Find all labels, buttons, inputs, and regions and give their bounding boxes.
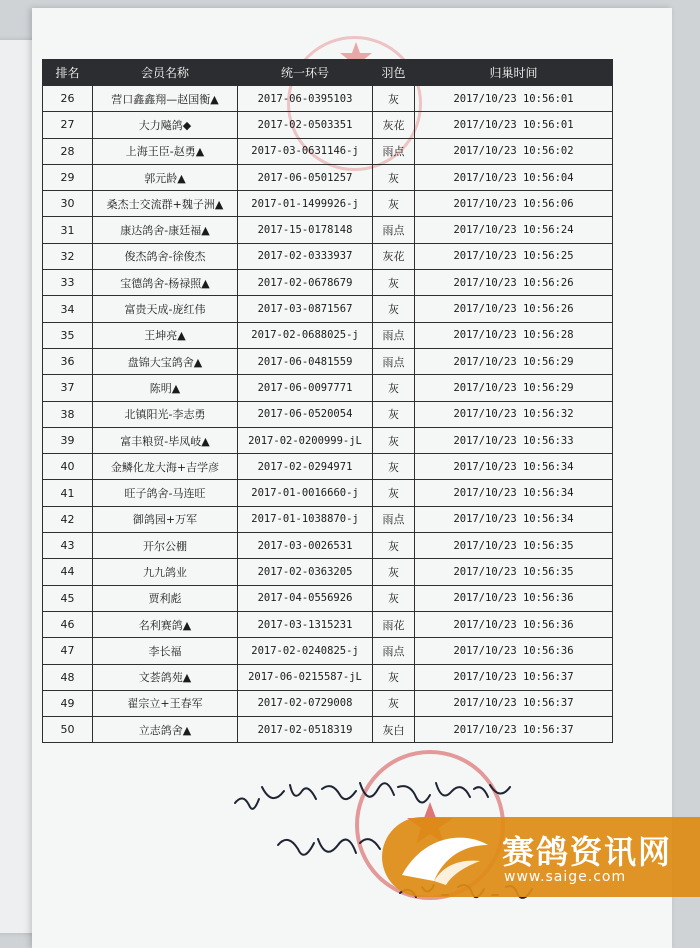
cell-arrival-time: 2017/10/23 10:56:37 bbox=[415, 717, 613, 743]
cell-feather-color: 灰 bbox=[373, 401, 415, 427]
cell-arrival-time: 2017/10/23 10:56:28 bbox=[415, 322, 613, 348]
cell-feather-color: 灰 bbox=[373, 664, 415, 690]
cell-ring-number: 2017-02-0503351 bbox=[238, 112, 373, 138]
cell-feather-color: 灰白 bbox=[373, 717, 415, 743]
table-row bbox=[43, 138, 613, 164]
cell-feather-color: 灰 bbox=[373, 559, 415, 585]
cell-ring-number: 2017-01-1499926-j bbox=[238, 191, 373, 217]
header-arrival-time: 归巢时间 bbox=[415, 60, 613, 86]
table-header-row bbox=[43, 60, 613, 86]
cell-member-name: 李长福 bbox=[93, 638, 238, 664]
cell-member-name: 桑杰士交流群+魏子洲▲ bbox=[93, 191, 238, 217]
cell-member-name: 盘锦大宝鸽舍▲ bbox=[93, 348, 238, 374]
cell-feather-color: 灰花 bbox=[373, 243, 415, 269]
cell-ring-number: 2017-01-1038870-j bbox=[238, 506, 373, 532]
cell-rank: 31 bbox=[43, 217, 93, 243]
cell-rank: 38 bbox=[43, 401, 93, 427]
cell-member-name: 御鸽园+万军 bbox=[93, 506, 238, 532]
cell-feather-color: 雨点 bbox=[373, 348, 415, 374]
cell-rank: 43 bbox=[43, 533, 93, 559]
cell-ring-number: 2017-06-0395103 bbox=[238, 86, 373, 112]
cell-rank: 36 bbox=[43, 348, 93, 374]
cell-feather-color: 雨点 bbox=[373, 506, 415, 532]
table-row bbox=[43, 454, 613, 480]
cell-ring-number: 2017-02-0363205 bbox=[238, 559, 373, 585]
cell-rank: 45 bbox=[43, 585, 93, 611]
cell-member-name: 大力飚鸽◆ bbox=[93, 112, 238, 138]
cell-rank: 32 bbox=[43, 243, 93, 269]
cell-member-name: 康达鸽舍-康廷福▲ bbox=[93, 217, 238, 243]
cell-rank: 50 bbox=[43, 717, 93, 743]
cell-ring-number: 2017-15-0178148 bbox=[238, 217, 373, 243]
cell-ring-number: 2017-03-0871567 bbox=[238, 296, 373, 322]
header-member-name: 会员名称 bbox=[93, 60, 238, 86]
table-row bbox=[43, 270, 613, 296]
cell-ring-number: 2017-02-0294971 bbox=[238, 454, 373, 480]
cell-arrival-time: 2017/10/23 10:56:36 bbox=[415, 611, 613, 637]
cell-arrival-time: 2017/10/23 10:56:33 bbox=[415, 427, 613, 453]
cell-arrival-time: 2017/10/23 10:56:34 bbox=[415, 506, 613, 532]
cell-ring-number: 2017-01-0016660-j bbox=[238, 480, 373, 506]
table-row bbox=[43, 638, 613, 664]
cell-feather-color: 雨点 bbox=[373, 322, 415, 348]
cell-arrival-time: 2017/10/23 10:56:36 bbox=[415, 638, 613, 664]
cell-feather-color: 灰 bbox=[373, 480, 415, 506]
table-row bbox=[43, 533, 613, 559]
cell-arrival-time: 2017/10/23 10:56:02 bbox=[415, 138, 613, 164]
cell-feather-color: 灰 bbox=[373, 427, 415, 453]
cell-rank: 39 bbox=[43, 427, 93, 453]
cell-rank: 44 bbox=[43, 559, 93, 585]
cell-feather-color: 灰 bbox=[373, 533, 415, 559]
table-row bbox=[43, 243, 613, 269]
cell-arrival-time: 2017/10/23 10:56:35 bbox=[415, 533, 613, 559]
table-row bbox=[43, 322, 613, 348]
cell-ring-number: 2017-02-0200999-jL bbox=[238, 427, 373, 453]
cell-feather-color: 灰 bbox=[373, 296, 415, 322]
pigeon-logo-icon bbox=[394, 825, 494, 889]
cell-member-name: 金鳞化龙大海+吉学彦 bbox=[93, 454, 238, 480]
cell-ring-number: 2017-06-0215587-jL bbox=[238, 664, 373, 690]
adjacent-paper-sheet bbox=[0, 40, 36, 933]
table-row bbox=[43, 348, 613, 374]
table-row bbox=[43, 401, 613, 427]
cell-ring-number: 2017-02-0333937 bbox=[238, 243, 373, 269]
cell-feather-color: 灰 bbox=[373, 191, 415, 217]
table-row bbox=[43, 559, 613, 585]
cell-arrival-time: 2017/10/23 10:56:26 bbox=[415, 270, 613, 296]
cell-ring-number: 2017-02-0729008 bbox=[238, 690, 373, 716]
cell-rank: 26 bbox=[43, 86, 93, 112]
cell-feather-color: 灰 bbox=[373, 270, 415, 296]
cell-ring-number: 2017-04-0556926 bbox=[238, 585, 373, 611]
cell-ring-number: 2017-02-0240825-j bbox=[238, 638, 373, 664]
cell-rank: 40 bbox=[43, 454, 93, 480]
cell-ring-number: 2017-03-0631146-j bbox=[238, 138, 373, 164]
cell-ring-number: 2017-03-1315231 bbox=[238, 611, 373, 637]
table-row bbox=[43, 217, 613, 243]
cell-arrival-time: 2017/10/23 10:56:37 bbox=[415, 664, 613, 690]
cell-arrival-time: 2017/10/23 10:56:04 bbox=[415, 164, 613, 190]
cell-arrival-time: 2017/10/23 10:56:35 bbox=[415, 559, 613, 585]
cell-ring-number: 2017-02-0678679 bbox=[238, 270, 373, 296]
cell-feather-color: 灰 bbox=[373, 454, 415, 480]
table-row bbox=[43, 112, 613, 138]
table-row bbox=[43, 164, 613, 190]
cell-arrival-time: 2017/10/23 10:56:26 bbox=[415, 296, 613, 322]
cell-member-name: 名利赛鸽▲ bbox=[93, 611, 238, 637]
header-rank: 排名 bbox=[43, 60, 93, 86]
cell-arrival-time: 2017/10/23 10:56:34 bbox=[415, 480, 613, 506]
cell-rank: 28 bbox=[43, 138, 93, 164]
table-row bbox=[43, 296, 613, 322]
cell-member-name: 富丰粮贸-毕凤岐▲ bbox=[93, 427, 238, 453]
table-row bbox=[43, 664, 613, 690]
cell-rank: 30 bbox=[43, 191, 93, 217]
cell-rank: 41 bbox=[43, 480, 93, 506]
cell-member-name: 开尔公棚 bbox=[93, 533, 238, 559]
cell-feather-color: 雨点 bbox=[373, 638, 415, 664]
cell-member-name: 九九鸽业 bbox=[93, 559, 238, 585]
cell-rank: 34 bbox=[43, 296, 93, 322]
cell-member-name: 郭元龄▲ bbox=[93, 164, 238, 190]
cell-feather-color: 灰 bbox=[373, 585, 415, 611]
cell-ring-number: 2017-06-0097771 bbox=[238, 375, 373, 401]
table-row bbox=[43, 690, 613, 716]
site-watermark bbox=[382, 817, 700, 897]
table-row bbox=[43, 427, 613, 453]
cell-ring-number: 2017-02-0518319 bbox=[238, 717, 373, 743]
cell-rank: 27 bbox=[43, 112, 93, 138]
cell-feather-color: 雨点 bbox=[373, 217, 415, 243]
cell-ring-number: 2017-03-0026531 bbox=[238, 533, 373, 559]
cell-ring-number: 2017-06-0501257 bbox=[238, 164, 373, 190]
cell-rank: 49 bbox=[43, 690, 93, 716]
table-row bbox=[43, 86, 613, 112]
cell-rank: 48 bbox=[43, 664, 93, 690]
cell-arrival-time: 2017/10/23 10:56:32 bbox=[415, 401, 613, 427]
cell-member-name: 北镇阳光-李志勇 bbox=[93, 401, 238, 427]
cell-rank: 42 bbox=[43, 506, 93, 532]
cell-feather-color: 灰 bbox=[373, 375, 415, 401]
cell-arrival-time: 2017/10/23 10:56:37 bbox=[415, 690, 613, 716]
cell-member-name: 旺子鸽舍-马连旺 bbox=[93, 480, 238, 506]
cell-feather-color: 灰 bbox=[373, 164, 415, 190]
cell-member-name: 上海王臣-赵勇▲ bbox=[93, 138, 238, 164]
cell-feather-color: 灰花 bbox=[373, 112, 415, 138]
cell-ring-number: 2017-06-0481559 bbox=[238, 348, 373, 374]
cell-ring-number: 2017-02-0688025-j bbox=[238, 322, 373, 348]
cell-member-name: 营口鑫鑫翔—赵国衡▲ bbox=[93, 86, 238, 112]
cell-member-name: 宝德鸽舍-杨禄照▲ bbox=[93, 270, 238, 296]
header-feather-color: 羽色 bbox=[373, 60, 415, 86]
table-row bbox=[43, 191, 613, 217]
cell-member-name: 富贵天成-庞红伟 bbox=[93, 296, 238, 322]
cell-feather-color: 灰 bbox=[373, 690, 415, 716]
watermark-url: www.saige.com bbox=[504, 869, 627, 885]
cell-feather-color: 雨点 bbox=[373, 138, 415, 164]
cell-member-name: 贾利彪 bbox=[93, 585, 238, 611]
cell-member-name: 俊杰鸽舍-徐俊杰 bbox=[93, 243, 238, 269]
cell-arrival-time: 2017/10/23 10:56:34 bbox=[415, 454, 613, 480]
table-row bbox=[43, 506, 613, 532]
table-row bbox=[43, 717, 613, 743]
cell-arrival-time: 2017/10/23 10:56:29 bbox=[415, 375, 613, 401]
cell-arrival-time: 2017/10/23 10:56:25 bbox=[415, 243, 613, 269]
cell-member-name: 文荟鸽苑▲ bbox=[93, 664, 238, 690]
cell-arrival-time: 2017/10/23 10:56:06 bbox=[415, 191, 613, 217]
cell-rank: 29 bbox=[43, 164, 93, 190]
table-row bbox=[43, 585, 613, 611]
cell-rank: 35 bbox=[43, 322, 93, 348]
cell-ring-number: 2017-06-0520054 bbox=[238, 401, 373, 427]
cell-rank: 37 bbox=[43, 375, 93, 401]
cell-feather-color: 灰 bbox=[373, 86, 415, 112]
table-row bbox=[43, 611, 613, 637]
cell-member-name: 王坤亮▲ bbox=[93, 322, 238, 348]
race-results-table bbox=[42, 59, 613, 743]
header-ring-number: 统一环号 bbox=[238, 60, 373, 86]
cell-arrival-time: 2017/10/23 10:56:01 bbox=[415, 112, 613, 138]
cell-rank: 46 bbox=[43, 611, 93, 637]
cell-member-name: 立志鸽舍▲ bbox=[93, 717, 238, 743]
cell-member-name: 翟宗立+王春军 bbox=[93, 690, 238, 716]
cell-rank: 47 bbox=[43, 638, 93, 664]
cell-feather-color: 雨花 bbox=[373, 611, 415, 637]
cell-member-name: 陈明▲ bbox=[93, 375, 238, 401]
table-row bbox=[43, 375, 613, 401]
watermark-site-name: 赛鸽资讯网 bbox=[502, 833, 673, 871]
cell-arrival-time: 2017/10/23 10:56:36 bbox=[415, 585, 613, 611]
cell-arrival-time: 2017/10/23 10:56:29 bbox=[415, 348, 613, 374]
cell-rank: 33 bbox=[43, 270, 93, 296]
cell-arrival-time: 2017/10/23 10:56:24 bbox=[415, 217, 613, 243]
cell-arrival-time: 2017/10/23 10:56:01 bbox=[415, 86, 613, 112]
table-row bbox=[43, 480, 613, 506]
